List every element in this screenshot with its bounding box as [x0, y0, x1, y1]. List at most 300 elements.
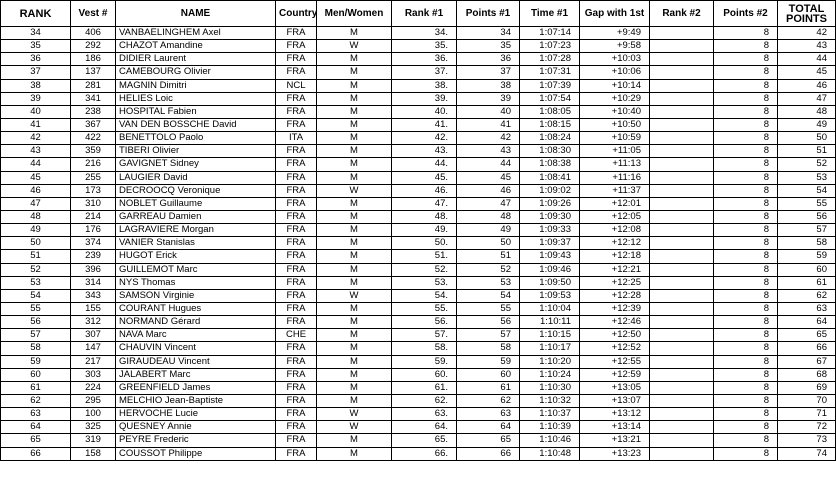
cell-gender: M: [317, 197, 392, 210]
cell-gap: +12:39: [580, 302, 650, 315]
cell-rank1: 37.: [392, 66, 457, 79]
cell-points1: 36: [457, 53, 520, 66]
cell-gap: +12:28: [580, 289, 650, 302]
cell-name: COURANT Hugues: [116, 302, 276, 315]
cell-rank1: 61.: [392, 381, 457, 394]
cell-gender: M: [317, 145, 392, 158]
table-row: [1, 132, 836, 145]
cell-rank1: 40.: [392, 105, 457, 118]
table-row: [1, 381, 836, 394]
cell-gap: +12:55: [580, 355, 650, 368]
cell-name: LAUGIER David: [116, 171, 276, 184]
cell-gap: +12:25: [580, 276, 650, 289]
table-row: [1, 158, 836, 171]
cell-rank: 56: [1, 316, 71, 329]
cell-rank: 60: [1, 368, 71, 381]
cell-rank2: [650, 289, 714, 302]
cell-rank: 59: [1, 355, 71, 368]
table-row: [1, 184, 836, 197]
cell-country: FRA: [276, 40, 317, 53]
cell-rank2: [650, 381, 714, 394]
cell-gender: M: [317, 118, 392, 131]
cell-rank1: 47.: [392, 197, 457, 210]
cell-gap: +9:49: [580, 27, 650, 40]
table-row: [1, 263, 836, 276]
cell-rank1: 46.: [392, 184, 457, 197]
cell-points1: 47: [457, 197, 520, 210]
cell-rank2: [650, 408, 714, 421]
cell-points1: 61: [457, 381, 520, 394]
cell-name: HELIES Loic: [116, 92, 276, 105]
cell-vest: 303: [71, 368, 116, 381]
cell-vest: 281: [71, 79, 116, 92]
cell-total-points: 74: [778, 447, 836, 460]
cell-time1: 1:07:23: [520, 40, 580, 53]
cell-name: SAMSON Virginie: [116, 289, 276, 302]
table-row: [1, 197, 836, 210]
cell-time1: 1:09:43: [520, 250, 580, 263]
cell-gap: +11:05: [580, 145, 650, 158]
cell-rank2: [650, 40, 714, 53]
cell-rank1: 38.: [392, 79, 457, 92]
table-row: [1, 342, 836, 355]
cell-rank2: [650, 263, 714, 276]
cell-name: DECROOCQ Veronique: [116, 184, 276, 197]
cell-total-points: 53: [778, 171, 836, 184]
cell-total-points: 69: [778, 381, 836, 394]
cell-gap: +12:21: [580, 263, 650, 276]
cell-gender: M: [317, 355, 392, 368]
header-points2: Points #2: [714, 1, 778, 27]
cell-points2: 8: [714, 368, 778, 381]
cell-name: VANBAELINGHEM Axel: [116, 27, 276, 40]
cell-rank: 49: [1, 224, 71, 237]
cell-vest: 314: [71, 276, 116, 289]
cell-points1: 50: [457, 237, 520, 250]
cell-vest: 214: [71, 210, 116, 223]
cell-vest: 176: [71, 224, 116, 237]
cell-gender: M: [317, 276, 392, 289]
cell-gap: +10:50: [580, 118, 650, 131]
cell-rank1: 42.: [392, 132, 457, 145]
cell-name: HUGOT Erick: [116, 250, 276, 263]
header-vest: Vest #: [71, 1, 116, 27]
table-row: [1, 355, 836, 368]
cell-total-points: 52: [778, 158, 836, 171]
cell-time1: 1:10:32: [520, 394, 580, 407]
cell-gap: +12:08: [580, 224, 650, 237]
cell-rank1: 66.: [392, 447, 457, 460]
cell-points1: 45: [457, 171, 520, 184]
cell-rank: 54: [1, 289, 71, 302]
cell-points1: 64: [457, 421, 520, 434]
cell-rank1: 65.: [392, 434, 457, 447]
cell-rank: 48: [1, 210, 71, 223]
cell-points2: 8: [714, 394, 778, 407]
cell-points2: 8: [714, 434, 778, 447]
cell-points1: 54: [457, 289, 520, 302]
cell-gap: +13:23: [580, 447, 650, 460]
cell-points2: 8: [714, 53, 778, 66]
table-row: [1, 92, 836, 105]
cell-rank2: [650, 105, 714, 118]
cell-rank2: [650, 302, 714, 315]
cell-name: NORMAND Gérard: [116, 316, 276, 329]
cell-gap: +13:05: [580, 381, 650, 394]
cell-rank2: [650, 224, 714, 237]
cell-vest: 186: [71, 53, 116, 66]
cell-points2: 8: [714, 342, 778, 355]
cell-vest: 239: [71, 250, 116, 263]
cell-rank1: 54.: [392, 289, 457, 302]
cell-rank: 61: [1, 381, 71, 394]
cell-name: HERVOCHE Lucie: [116, 408, 276, 421]
cell-rank: 63: [1, 408, 71, 421]
cell-time1: 1:07:31: [520, 66, 580, 79]
cell-country: CHE: [276, 329, 317, 342]
cell-country: FRA: [276, 381, 317, 394]
cell-rank1: 34.: [392, 27, 457, 40]
cell-name: NYS Thomas: [116, 276, 276, 289]
cell-gap: +10:03: [580, 53, 650, 66]
cell-rank: 39: [1, 92, 71, 105]
cell-points1: 58: [457, 342, 520, 355]
cell-rank1: 35.: [392, 40, 457, 53]
table-row: [1, 79, 836, 92]
cell-rank: 66: [1, 447, 71, 460]
cell-country: FRA: [276, 302, 317, 315]
cell-points2: 8: [714, 302, 778, 315]
cell-gender: M: [317, 342, 392, 355]
cell-country: FRA: [276, 53, 317, 66]
cell-points1: 46: [457, 184, 520, 197]
cell-total-points: 61: [778, 276, 836, 289]
table-row: [1, 53, 836, 66]
cell-time1: 1:10:39: [520, 421, 580, 434]
cell-points2: 8: [714, 40, 778, 53]
cell-gender: M: [317, 329, 392, 342]
cell-points1: 41: [457, 118, 520, 131]
cell-gender: M: [317, 53, 392, 66]
cell-points2: 8: [714, 237, 778, 250]
cell-time1: 1:08:15: [520, 118, 580, 131]
cell-rank: 65: [1, 434, 71, 447]
cell-total-points: 70: [778, 394, 836, 407]
cell-rank1: 64.: [392, 421, 457, 434]
cell-time1: 1:08:38: [520, 158, 580, 171]
cell-rank2: [650, 92, 714, 105]
cell-points2: 8: [714, 66, 778, 79]
cell-time1: 1:07:28: [520, 53, 580, 66]
cell-points2: 8: [714, 145, 778, 158]
cell-rank: 38: [1, 79, 71, 92]
cell-name: HOSPITAL Fabien: [116, 105, 276, 118]
cell-country: FRA: [276, 355, 317, 368]
cell-total-points: 44: [778, 53, 836, 66]
cell-rank2: [650, 171, 714, 184]
cell-country: FRA: [276, 408, 317, 421]
cell-time1: 1:07:39: [520, 79, 580, 92]
cell-points2: 8: [714, 381, 778, 394]
table-row: [1, 250, 836, 263]
cell-time1: 1:09:37: [520, 237, 580, 250]
header-country: Country: [276, 1, 317, 27]
cell-time1: 1:07:54: [520, 92, 580, 105]
cell-rank: 52: [1, 263, 71, 276]
cell-country: FRA: [276, 105, 317, 118]
cell-rank2: [650, 184, 714, 197]
cell-vest: 292: [71, 40, 116, 53]
cell-rank: 44: [1, 158, 71, 171]
cell-vest: 319: [71, 434, 116, 447]
cell-rank: 47: [1, 197, 71, 210]
cell-total-points: 55: [778, 197, 836, 210]
table-row: [1, 105, 836, 118]
cell-rank: 36: [1, 53, 71, 66]
cell-rank: 50: [1, 237, 71, 250]
cell-points2: 8: [714, 408, 778, 421]
table-row: [1, 145, 836, 158]
cell-gap: +13:14: [580, 421, 650, 434]
cell-gender: W: [317, 408, 392, 421]
cell-time1: 1:10:17: [520, 342, 580, 355]
cell-rank2: [650, 316, 714, 329]
cell-rank: 42: [1, 132, 71, 145]
cell-gender: W: [317, 289, 392, 302]
cell-points1: 65: [457, 434, 520, 447]
cell-country: FRA: [276, 171, 317, 184]
cell-name: JALABERT Marc: [116, 368, 276, 381]
cell-vest: 173: [71, 184, 116, 197]
cell-gap: +10:59: [580, 132, 650, 145]
cell-vest: 374: [71, 237, 116, 250]
header-total-points: TOTAL POINTS: [778, 1, 836, 27]
cell-gender: M: [317, 434, 392, 447]
cell-rank: 53: [1, 276, 71, 289]
cell-points1: 38: [457, 79, 520, 92]
cell-total-points: 62: [778, 289, 836, 302]
cell-points1: 51: [457, 250, 520, 263]
cell-name: VAN DEN BOSSCHE David: [116, 118, 276, 131]
cell-rank: 64: [1, 421, 71, 434]
cell-name: TIBERI Olivier: [116, 145, 276, 158]
cell-gap: +13:07: [580, 394, 650, 407]
cell-rank1: 52.: [392, 263, 457, 276]
cell-vest: 155: [71, 302, 116, 315]
cell-time1: 1:07:14: [520, 27, 580, 40]
cell-time1: 1:09:46: [520, 263, 580, 276]
cell-points2: 8: [714, 118, 778, 131]
table-row: [1, 408, 836, 421]
cell-total-points: 56: [778, 210, 836, 223]
cell-country: FRA: [276, 184, 317, 197]
table-row: [1, 289, 836, 302]
cell-time1: 1:10:24: [520, 368, 580, 381]
cell-name: GIRAUDEAU Vincent: [116, 355, 276, 368]
cell-rank1: 58.: [392, 342, 457, 355]
cell-points1: 42: [457, 132, 520, 145]
cell-gender: M: [317, 302, 392, 315]
cell-rank: 45: [1, 171, 71, 184]
cell-points1: 35: [457, 40, 520, 53]
cell-points1: 52: [457, 263, 520, 276]
cell-rank2: [650, 66, 714, 79]
cell-name: PEYRE Frederic: [116, 434, 276, 447]
header-points1: Points #1: [457, 1, 520, 27]
cell-points2: 8: [714, 421, 778, 434]
cell-name: CAMEBOURG Olivier: [116, 66, 276, 79]
table-row: [1, 302, 836, 315]
cell-rank1: 62.: [392, 394, 457, 407]
cell-time1: 1:10:04: [520, 302, 580, 315]
cell-name: NOBLET Guillaume: [116, 197, 276, 210]
header-rank: RANK: [1, 1, 71, 27]
cell-rank2: [650, 250, 714, 263]
cell-name: GAVIGNET Sidney: [116, 158, 276, 171]
table-row: [1, 368, 836, 381]
cell-total-points: 71: [778, 408, 836, 421]
cell-gender: M: [317, 210, 392, 223]
cell-rank2: [650, 27, 714, 40]
cell-vest: 137: [71, 66, 116, 79]
cell-name: GARREAU Damien: [116, 210, 276, 223]
cell-gender: M: [317, 158, 392, 171]
table-row: [1, 66, 836, 79]
cell-rank2: [650, 342, 714, 355]
cell-points2: 8: [714, 355, 778, 368]
cell-points2: 8: [714, 224, 778, 237]
cell-name: DIDIER Laurent: [116, 53, 276, 66]
header-rank2: Rank #2: [650, 1, 714, 27]
cell-rank2: [650, 434, 714, 447]
cell-total-points: 58: [778, 237, 836, 250]
cell-points1: 53: [457, 276, 520, 289]
cell-vest: 158: [71, 447, 116, 460]
cell-points2: 8: [714, 263, 778, 276]
header-name: NAME: [116, 1, 276, 27]
cell-vest: 341: [71, 92, 116, 105]
cell-gender: M: [317, 27, 392, 40]
cell-gender: M: [317, 263, 392, 276]
cell-gender: M: [317, 224, 392, 237]
cell-total-points: 51: [778, 145, 836, 158]
cell-vest: 325: [71, 421, 116, 434]
cell-gap: +13:12: [580, 408, 650, 421]
cell-points2: 8: [714, 92, 778, 105]
cell-rank2: [650, 237, 714, 250]
cell-gender: M: [317, 368, 392, 381]
cell-gender: M: [317, 447, 392, 460]
cell-gender: W: [317, 184, 392, 197]
cell-points1: 48: [457, 210, 520, 223]
cell-total-points: 67: [778, 355, 836, 368]
cell-rank2: [650, 118, 714, 131]
cell-time1: 1:08:41: [520, 171, 580, 184]
cell-points2: 8: [714, 197, 778, 210]
cell-country: FRA: [276, 145, 317, 158]
cell-total-points: 49: [778, 118, 836, 131]
cell-points1: 62: [457, 394, 520, 407]
header-rank1: Rank #1: [392, 1, 457, 27]
cell-total-points: 59: [778, 250, 836, 263]
cell-vest: 100: [71, 408, 116, 421]
cell-time1: 1:09:30: [520, 210, 580, 223]
table-row: [1, 447, 836, 460]
cell-total-points: 42: [778, 27, 836, 40]
cell-rank2: [650, 197, 714, 210]
cell-country: FRA: [276, 66, 317, 79]
cell-total-points: 48: [778, 105, 836, 118]
cell-time1: 1:09:50: [520, 276, 580, 289]
cell-points2: 8: [714, 105, 778, 118]
table-row: [1, 27, 836, 40]
header-time1: Time #1: [520, 1, 580, 27]
cell-gender: M: [317, 66, 392, 79]
cell-rank1: 50.: [392, 237, 457, 250]
cell-country: FRA: [276, 263, 317, 276]
cell-gap: +11:37: [580, 184, 650, 197]
cell-rank: 51: [1, 250, 71, 263]
table-row: [1, 224, 836, 237]
header-gap: Gap with 1st: [580, 1, 650, 27]
cell-gender: M: [317, 105, 392, 118]
cell-rank2: [650, 447, 714, 460]
cell-rank1: 53.: [392, 276, 457, 289]
cell-points1: 43: [457, 145, 520, 158]
cell-total-points: 63: [778, 302, 836, 315]
cell-points2: 8: [714, 158, 778, 171]
cell-vest: 312: [71, 316, 116, 329]
cell-vest: 295: [71, 394, 116, 407]
cell-total-points: 45: [778, 66, 836, 79]
cell-points1: 55: [457, 302, 520, 315]
cell-gap: +11:13: [580, 158, 650, 171]
cell-total-points: 64: [778, 316, 836, 329]
cell-vest: 147: [71, 342, 116, 355]
cell-time1: 1:09:02: [520, 184, 580, 197]
cell-points1: 57: [457, 329, 520, 342]
cell-time1: 1:09:26: [520, 197, 580, 210]
cell-country: NCL: [276, 79, 317, 92]
cell-time1: 1:10:20: [520, 355, 580, 368]
cell-country: FRA: [276, 118, 317, 131]
cell-rank1: 56.: [392, 316, 457, 329]
cell-total-points: 57: [778, 224, 836, 237]
cell-rank1: 44.: [392, 158, 457, 171]
cell-rank2: [650, 329, 714, 342]
cell-time1: 1:08:24: [520, 132, 580, 145]
cell-time1: 1:10:37: [520, 408, 580, 421]
cell-country: FRA: [276, 210, 317, 223]
table-row: [1, 40, 836, 53]
cell-vest: 255: [71, 171, 116, 184]
table-row: [1, 434, 836, 447]
cell-rank1: 41.: [392, 118, 457, 131]
cell-vest: 396: [71, 263, 116, 276]
cell-country: FRA: [276, 316, 317, 329]
cell-vest: 343: [71, 289, 116, 302]
cell-total-points: 73: [778, 434, 836, 447]
cell-gender: M: [317, 394, 392, 407]
cell-points2: 8: [714, 184, 778, 197]
cell-gap: +12:59: [580, 368, 650, 381]
table-row: [1, 237, 836, 250]
cell-name: CHAZOT Amandine: [116, 40, 276, 53]
cell-time1: 1:10:46: [520, 434, 580, 447]
cell-country: FRA: [276, 394, 317, 407]
cell-rank: 37: [1, 66, 71, 79]
table-row: [1, 421, 836, 434]
